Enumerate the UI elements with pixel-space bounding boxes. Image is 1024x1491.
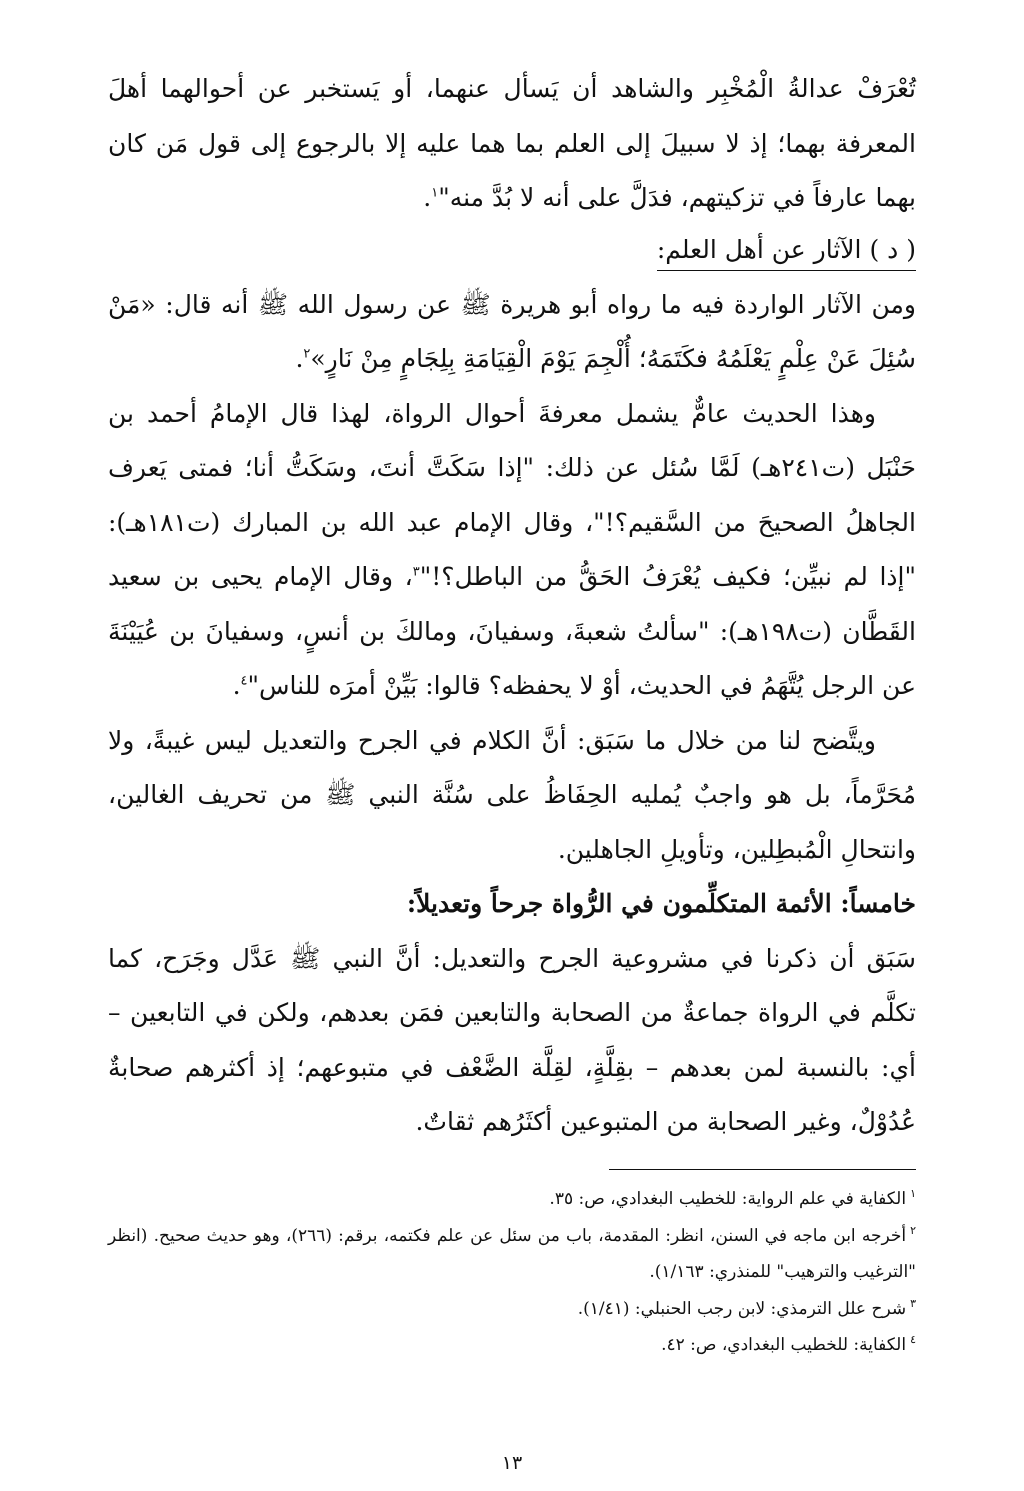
footnote-1	[108, 1181, 916, 1218]
footnote-text: الكفاية: للخطيب البغدادي، ص: ٤٢.	[661, 1335, 907, 1355]
footnote-text: شرح علل الترمذي: لابن رجب الحنبلي: (١/٤١).	[577, 1298, 907, 1319]
paragraph-end: .	[232, 671, 241, 700]
section-heading-imams: خامساً: الأئمة المتكلِّمون في الرُّواة جرحاً وتعديلاً:	[406, 889, 916, 918]
paragraph-text: ومن الآثار الواردة فيه ما رواه أبو هريرة ﷺ عن رسول الله ﷺ أنه قال: «مَنْ سُئِلَ عَنْ عِلْمٍ يَعْلَمُهُ فكَتَمَهُ؛ أُلْجِمَ يَوْمَ الْقِيَامَةِ بِلِجَامٍ مِنْ نَارٍ»	[108, 289, 916, 373]
page-number: ١٣	[501, 1452, 523, 1474]
paragraph-text: تُعْرَفْ عدالةُ الْمُخْبِر والشاهد أن يَسأل عنهما، أو يَستخبر عن أحوالهما أهلَ المعرفة بهما؛ إذ لا سبيلَ إلى العلم بما هما عليه إلا بالرجوع إلى قول مَن كان بهما عارفاً في تزكيتهم، فدَلَّ على أنه لا بُدَّ منه"	[108, 74, 916, 212]
footnote-ref-4[interactable]: ٤	[240, 673, 248, 689]
paragraph-imams-sayings	[108, 387, 916, 714]
paragraph-conclusion: ويتَّضح لنا من خلال ما سَبَق: أنَّ الكلام في الجرح والتعديل ليس غيبةً، ولا مُحَرَّماً، بل هو واجبٌ يُمليه الحِفَاظُ على سُنَّة النبي ﷺ من تحريف الغالين، وانتحالِ الْمُبطِلين، وتأويلِ الجاهلين.	[108, 725, 916, 864]
footnote-2	[108, 1218, 916, 1291]
paragraph-narrators: سَبَق أن ذكرنا في مشروعية الجرح والتعديل: أنَّ النبي ﷺ عَدَّل وجَرَح، كما تكلَّم في الرواة جماعةٌ من الصحابة والتابعين فمَن بعدهم، ولكن في التابعين – أي: بالنسبة لمن بعدهم – بقِلَّةٍ، لقِلَّة الضَّعْف في متبوعهم؛ إذ أكثرهم صحابةٌ عُدُوْلٌ، وغير الصحابة من المتبوعين أكثَرُهم ثقاتٌ.	[108, 943, 916, 1136]
footnote-number: ٢	[910, 1223, 916, 1237]
paragraph-text: وهذا الحديث عامٌّ يشمل معرفةَ أحوال الرواة، لهذا قال الإمامُ أحمد بن حَنْبَل (ت٢٤١هـ) لَمَّا سُئل عن ذلك: "إذا سَكَتَّ أنتَ، وسَكَتُّ أنا؛ فمتى يَعرف الجاهلُ الصحيحَ من السَّقيم؟!"، وقال الإمام عبد الله بن المبارك (ت١٨١هـ): "إذا لم نبيِّن؛ فكيف يُعْرَفُ الحَقُّ من الباطل؟!"	[108, 398, 916, 591]
footnote-ref-3[interactable]: ٣	[412, 564, 420, 580]
paragraph-text-continued: ، وقال الإمام يحيى بن سعيد القَطَّان (ت١٩٨هـ): "سألتُ شعبةَ، وسفيانَ، ومالكَ بن أنسٍ، وسفيانَ بن عُيَيْنَةَ عن الرجل يُتَّهَمُ في الحديث، أوْ لا يحفظه؟ قالوا: بَيِّنْ أمرَه للناس"	[108, 562, 916, 700]
paragraph-end: .	[423, 183, 432, 212]
footnote-number: ١	[910, 1187, 916, 1201]
footnote-number: ٣	[910, 1296, 916, 1310]
footnotes-section	[108, 1181, 916, 1364]
footnote-ref-1[interactable]: ١	[431, 185, 439, 201]
footnote-4	[108, 1327, 916, 1364]
paragraph-adalah	[108, 62, 916, 226]
footnote-text: أخرجه ابن ماجه في السنن، انظر: المقدمة، باب من سئل عن علم فكتمه، برقم: (٢٦٦)، وهو حديث صحيح. (انظر "الترغيب والترهيب" للمنذري: ١/١٦٣).	[108, 1225, 916, 1282]
paragraph-end: .	[295, 344, 304, 373]
section-heading-athar: ( د ) الآثار عن أهل العلم:	[657, 230, 916, 271]
footnote-text: الكفاية في علم الرواية: للخطيب البغدادي، ص: ٣٥.	[549, 1189, 907, 1209]
footnote-divider	[609, 1169, 916, 1170]
footnote-ref-2[interactable]: ٢	[303, 346, 311, 362]
paragraph-hadith	[108, 278, 916, 387]
footnote-3	[108, 1291, 916, 1328]
page-body	[108, 62, 916, 1150]
footnote-number: ٤	[910, 1333, 916, 1347]
